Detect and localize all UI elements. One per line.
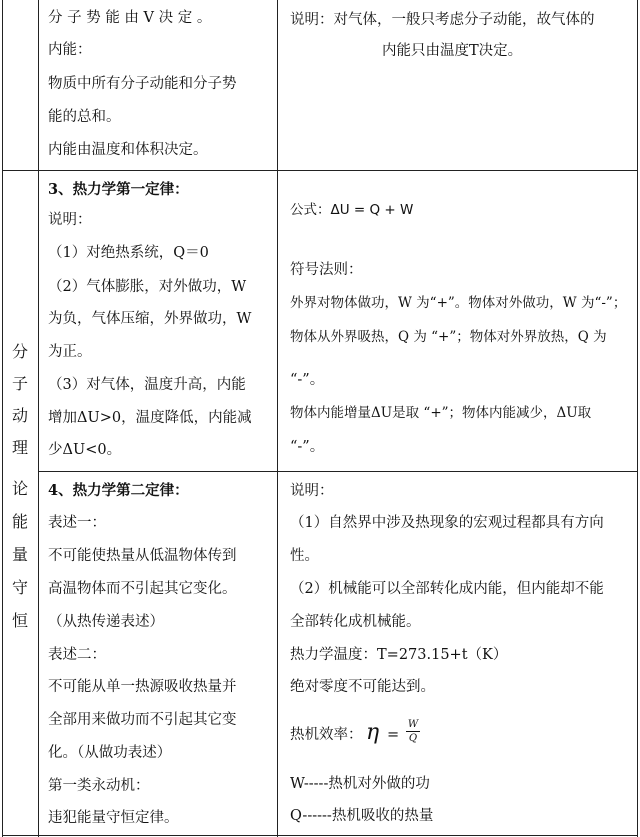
row1-left-line: 内能由温度和体积决定。 xyxy=(48,142,208,158)
row3-left-line: 全部用来做功而不引起其它变 xyxy=(48,712,237,728)
row3-left-line: （从热传递表述） xyxy=(48,614,164,630)
row2-left-line: 为负，气体压缩，外界做功，W xyxy=(48,311,252,327)
row3-right-line: 全部转化成机械能。 xyxy=(290,614,421,630)
row3-left-line: 表述二： xyxy=(48,647,106,663)
table-border-left xyxy=(2,0,3,837)
table-border-right xyxy=(637,0,638,837)
efficiency-fraction xyxy=(406,719,420,744)
side-label-char: 论 xyxy=(11,479,28,498)
fraction-bar xyxy=(406,731,420,732)
row3-right-line: 说明： xyxy=(290,483,334,499)
row2-right-line: “-”。 xyxy=(290,372,325,388)
efficiency-eta-symbol: η xyxy=(366,720,380,745)
side-label-char: 子 xyxy=(11,374,28,393)
row2-left-line: （1）对绝热系统，Q＝0 xyxy=(48,245,209,261)
table-divider-middle xyxy=(277,0,278,837)
row2-left-line: 增加ΔU>0，温度降低，内能减 xyxy=(48,410,252,426)
row3-right-line: （2）机械能可以全部转化成内能，但内能却不能 xyxy=(290,581,604,597)
row3-right-line: 性。 xyxy=(290,548,319,564)
row3-left-line: 不可能从单一热源吸收热量并 xyxy=(48,679,237,695)
side-label-char: 恒 xyxy=(11,611,28,630)
row2-left-line: 说明： xyxy=(48,212,92,228)
row1-left-line: 内能： xyxy=(48,42,92,58)
side-label-char: 量 xyxy=(11,545,28,564)
row2-left-heading: 3、热力学第一定律： xyxy=(48,181,189,198)
efficiency-equals: = xyxy=(387,727,400,743)
row3-right-line: Q------热机吸收的热量 xyxy=(290,808,434,824)
row1-right-line: 内能只由温度T决定。 xyxy=(382,43,523,59)
row2-right-line: 符号法则： xyxy=(290,262,363,278)
row2-right-line: “-”。 xyxy=(290,439,325,455)
row3-right-line: 热力学温度：T=273.15+t（K） xyxy=(290,647,508,663)
side-label-char: 动 xyxy=(11,406,28,425)
row3-left-line: 化。（从做功表述） xyxy=(48,745,172,761)
efficiency-label: 热机效率： xyxy=(290,727,363,743)
row3-left-line: 违犯能量守恒定律。 xyxy=(48,810,179,826)
row2-right-line: 物体从外界吸热，Q 为 “+”；物体对外界放热，Q 为 xyxy=(290,329,607,345)
side-label-char: 分 xyxy=(11,342,28,361)
table-border-bottom xyxy=(2,835,638,836)
row2-left-line: （2）气体膨胀，对外做功，W xyxy=(48,279,247,295)
row2-left-line: 少ΔU<0。 xyxy=(48,442,122,458)
row1-right-line: 说明：对气体，一般只考虑分子动能，故气体的 xyxy=(290,12,595,28)
row3-left-line: 高温物体而不引起其它变化。 xyxy=(48,581,237,597)
side-label-char: 守 xyxy=(11,578,28,597)
row1-left-line: 能的总和。 xyxy=(48,109,121,125)
side-label-char: 能 xyxy=(11,512,28,531)
row3-left-line: 不可能使热量从低温物体传到 xyxy=(48,548,237,564)
row-divider-2 xyxy=(38,471,638,472)
row2-left-line: 为正。 xyxy=(48,344,92,360)
row2-formula: 公式：ΔU = Q + W xyxy=(290,202,414,218)
row2-right-line: 外界对物体做功，W 为“+”。物体对外做功，W 为“-”； xyxy=(290,295,627,311)
row-divider-1 xyxy=(2,170,638,171)
row3-right-line: W-----热机对外做的功 xyxy=(290,776,430,792)
row2-left-line: （3）对气体，温度升高，内能 xyxy=(48,377,246,393)
side-label-char: 理 xyxy=(11,438,28,457)
row3-left-line: 表述一： xyxy=(48,515,106,531)
row3-left-heading: 4、热力学第二定律： xyxy=(48,482,189,499)
row2-right-line: 物体内能增量ΔU是取 “+”；物体内能减少，ΔU取 xyxy=(290,405,592,421)
row3-right-line: 绝对零度不可能达到。 xyxy=(290,679,435,695)
table-divider-side xyxy=(38,0,39,837)
row3-right-line: （1）自然界中涉及热现象的宏观过程都具有方向 xyxy=(290,515,604,531)
efficiency-numerator: W xyxy=(407,719,419,730)
row1-left-line: 分 子 势 能 由 V 决 定 。 xyxy=(48,10,212,26)
row1-left-line: 物质中所有分子动能和分子势 xyxy=(48,76,237,92)
row3-left-line: 第一类永动机： xyxy=(48,778,150,794)
efficiency-denominator: Q xyxy=(408,733,418,744)
